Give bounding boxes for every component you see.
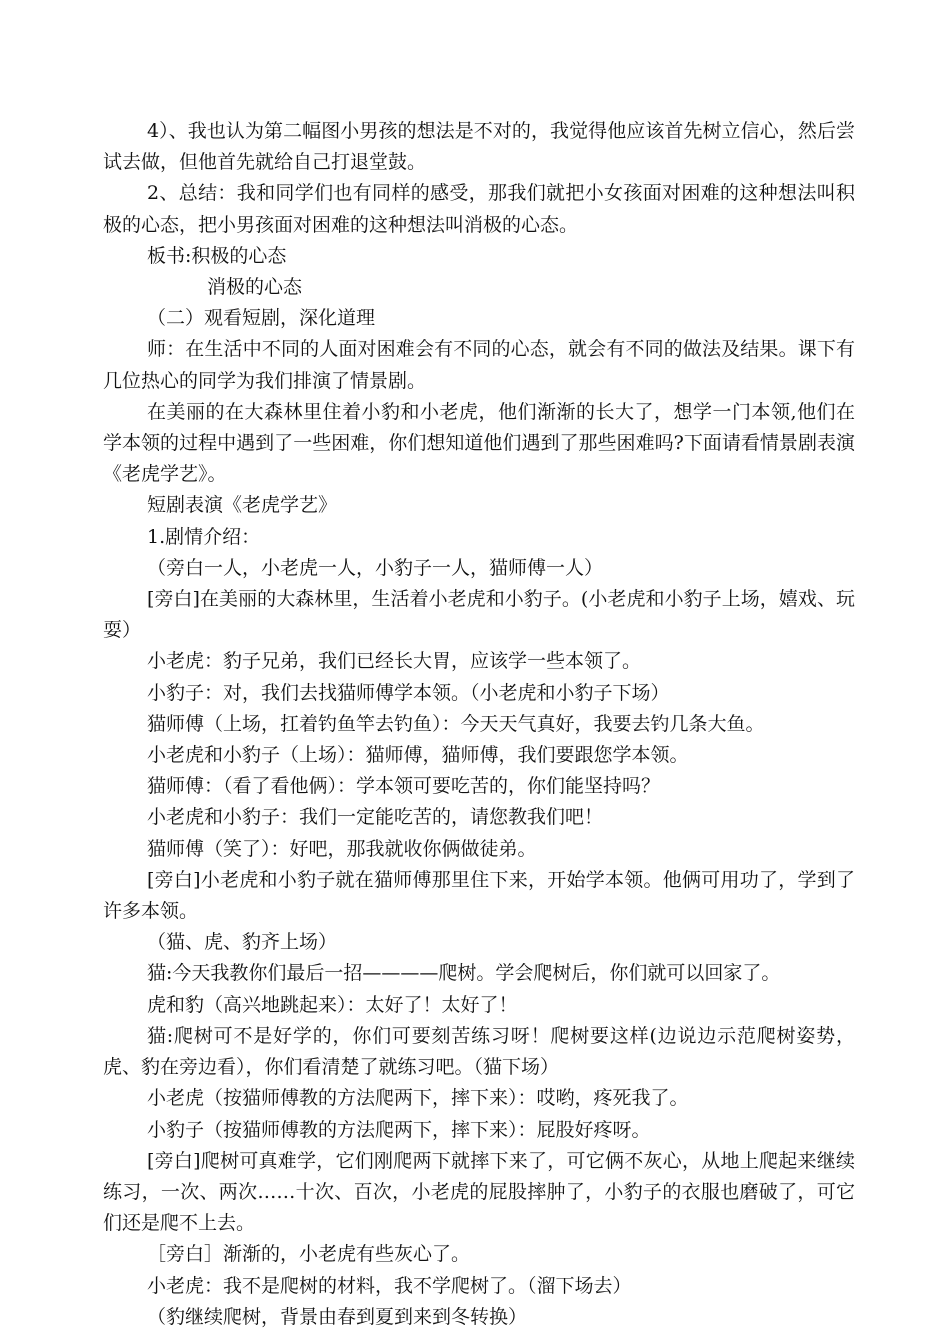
board-writing-1: 板书:积极的心态: [147, 244, 287, 267]
script-line: 猫师傅：（看了看他俩）：学本领可要吃苦的，你们能坚持吗？: [147, 775, 661, 798]
play-title: 短剧表演《老虎学艺》: [147, 494, 338, 517]
script-line: [旁白]小老虎和小豹子就在猫师傅那里住下来，开始学本领。他俩可用功了，学到了许多本领。: [103, 868, 855, 923]
script-line: 小老虎和小豹子（上场）：猫师傅，猫师傅，我们要跟您学本领。: [147, 744, 689, 767]
script-line: 小老虎和小豹子：我们一定能吃苦的，请您教我们吧！: [147, 806, 604, 829]
script-line: [旁白]爬树可真难学，它们刚爬两下就摔下来了，可它俩不灰心，从地上爬起来继续练习，一次、两次……十次、百次，小老虎的屁股摔肿了，小豹子的衣服也磨破了，可它们还是爬不上去。: [103, 1149, 855, 1235]
script-line: 小老虎：豹子兄弟，我们已经长大胃，应该学一些本领了。: [147, 650, 642, 673]
paragraph-1: 4）、我也认为第二幅图小男孩的想法是不对的，我觉得他应该首先树立信心，然后尝试去做，但他首先就给自己打退堂鼓。: [103, 120, 855, 174]
script-line: 猫师傅（上场，扛着钓鱼竿去钓鱼）：今天天气真好，我要去钓几条大鱼。: [147, 712, 765, 735]
board-writing-2: 消极的心态: [207, 276, 303, 299]
script-line: （猫、虎、豹齐上场）: [147, 931, 338, 954]
script-line: （豹继续爬树，背景由春到夏到来到冬转换）: [147, 1305, 528, 1328]
paragraph-2: 2、总结：我和同学们也有同样的感受，那我们就把小女孩面对困难的这种想法叫积极的心态，把小男孩面对困难的这种想法叫消极的心态。: [103, 182, 855, 236]
script-line: 猫:今天我教你们最后一招————爬树。学会爬树后，你们就可以回家了。: [147, 962, 781, 985]
script-line: 小老虎（按猫师傅教的方法爬两下，摔下来）：哎哟，疼死我了。: [147, 1087, 689, 1110]
cast-list: （旁白一人，小老虎一人，小豹子一人，猫师傅一人）: [147, 556, 604, 579]
script-line: 小豹子：对，我们去找猫师傅学本领。（小老虎和小豹子下场）: [147, 681, 670, 704]
plot-heading: 1.剧情介绍：: [147, 525, 261, 548]
script-line: 小老虎：我不是爬树的材料，我不学爬树了。（溜下场去）: [147, 1274, 632, 1297]
paragraph-teacher: 师：在生活中不同的人面对困难会有不同的心态，就会有不同的做法及结果。课下有几位热心的同学为我们排演了情景剧。: [103, 338, 855, 392]
script-line: 猫:爬树可不是好学的，你们可要刻苦练习呀！爬树要这样(边说边示范爬树姿势，虎、豹在旁边看），你们看清楚了就练习吧。（猫下场）: [103, 1024, 855, 1079]
section-heading: （二）观看短剧，深化道理: [147, 307, 376, 330]
script-line: 小豹子（按猫师傅教的方法爬两下，摔下来）：屁股好疼呀。: [147, 1118, 651, 1141]
document-body: [103, 116, 855, 1333]
script-line: ［旁白］渐渐的，小老虎有些灰心了。: [147, 1243, 471, 1266]
script-line: 猫师傅（笑了）：好吧，那我就收你俩做徒弟。: [147, 837, 537, 860]
script-line: 虎和豹（高兴地跳起来）：太好了！太好了！: [147, 993, 518, 1016]
script-line: [旁白]在美丽的大森林里，生活着小老虎和小豹子。(小老虎和小豹子上场，嬉戏、玩耍）: [103, 588, 855, 642]
paragraph-intro: 在美丽的在大森林里住着小豹和小老虎，他们渐渐的长大了，想学一门本领,他们在学本领的过程中遇到了一些困难，你们想知道他们遇到了那些困难吗?下面请看情景剧表演《老虎学艺》。: [103, 400, 855, 486]
